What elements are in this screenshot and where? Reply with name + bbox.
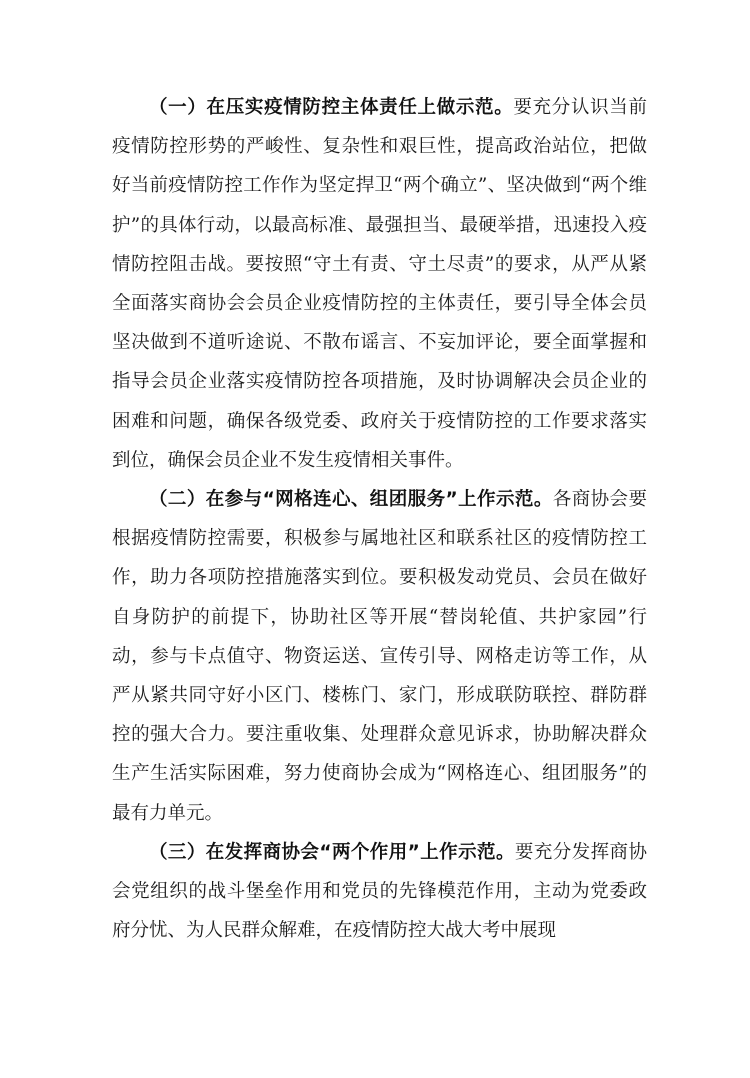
document-body xyxy=(112,88,647,950)
paragraph-2 xyxy=(112,480,647,833)
paragraph-1-heading: （一）在压实疫情防控主体责任上做示范。 xyxy=(149,97,514,118)
paragraph-1 xyxy=(112,88,647,480)
paragraph-1-text: 要充分认识当前疫情防控形势的严峻性、复杂性和艰巨性，提高政治站位，把做好当前疫情防控工作作为坚定捍卫“两个确立”、坚决做到“两个维护”的具体行动，以最高标准、最强担当、最硬举措，迅速投入疫情防控阻击战。要按照“守土有责、守土尽责”的要求，从严从紧全面落实商协会会员企业疫情防控的主体责任，要引导全体会员坚决做到不道听途说、不散布谣言、不妄加评论，要全面掌握和指导会员企业落实疫情防控各项措施，及时协调解决会员企业的困难和问题，确保各级党委、政府关于疫情防控的工作要求落实到位，确保会员企业不发生疫情相关事件。 xyxy=(112,97,647,471)
paragraph-3-heading: （三）在发挥商协会“两个作用”上作示范。 xyxy=(149,841,515,863)
paragraph-2-text: 各商协会要根据疫情防控需要，积极参与属地社区和联系社区的疫情防控工作，助力各项防控措施落实到位。要积极发动党员、会员在做好自身防护的前提下，协助社区等开展“替岗轮值、共护家园”行动，参与卡点值守、物资运送、宣传引导、网格走访等工作，从严从紧共同守好小区门、楼栋门、家门，形成联防联控、群防群控的强大合力。要注重收集、处理群众意见诉求，协助解决群众生产生活实际困难，努力使商协会成为“网格连心、组团服务”的最有力单元。 xyxy=(112,489,647,824)
paragraph-3-text: 要充分发挥商协会党组织的战斗堡垒作用和党员的先锋模范作用，主动为党委政府分忧、为人民群众解难，在疫情防控大战大考中展现 xyxy=(112,841,647,942)
paragraph-2-heading: （二）在参与“网格连心、组团服务”上作示范。 xyxy=(149,489,553,511)
paragraph-3 xyxy=(112,833,647,951)
